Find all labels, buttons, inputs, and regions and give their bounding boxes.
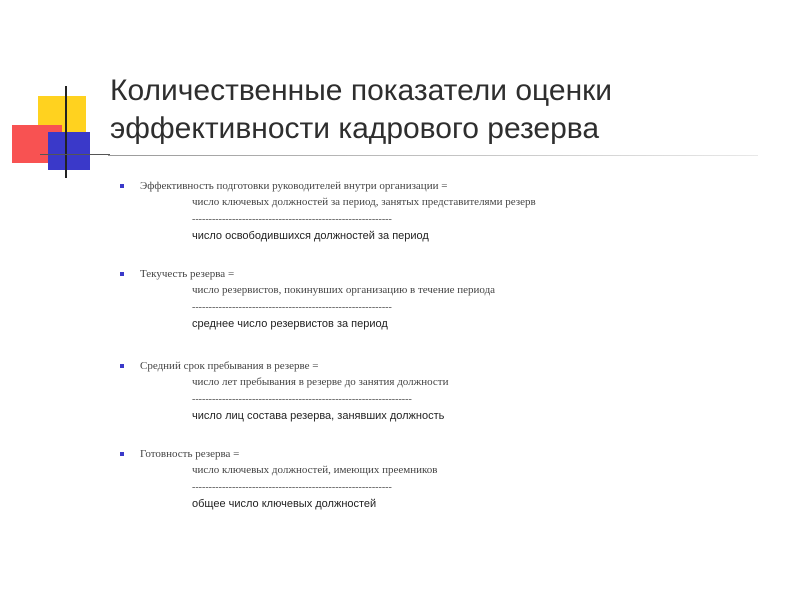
slide-title	[110, 72, 750, 148]
title-line-2: эффективности кадрового резерва	[110, 112, 600, 145]
item-lead: Текучесть резерва =	[140, 268, 235, 280]
item-fraction-bar: ------------------------------------------------------------	[192, 302, 392, 313]
item-denominator: общее число ключевых должностей	[192, 498, 377, 510]
logo-blue-square	[48, 132, 90, 170]
item-lead: Эффективность подготовки руководителей внутри организации =	[140, 180, 448, 192]
item-denominator: число освободившихся должностей за период	[192, 230, 429, 242]
list-item	[120, 266, 495, 333]
logo-horizontal-line	[40, 154, 110, 155]
bullet-square-icon	[120, 364, 124, 368]
item-denominator: среднее число резервистов за период	[192, 318, 388, 330]
title-line-1: Количественные показатели оценки	[110, 74, 613, 107]
list-item	[120, 358, 449, 425]
item-fraction-bar: ------------------------------------------------------------	[192, 482, 392, 493]
list-item	[120, 178, 536, 245]
item-numerator: число лет пребывания в резерве до занятия должности	[192, 376, 449, 388]
item-denominator: число лиц состава резерва, занявших должность	[192, 410, 445, 422]
list-item	[120, 446, 438, 513]
item-numerator: число ключевых должностей, имеющих преемников	[192, 464, 438, 476]
title-underline	[108, 155, 758, 156]
item-lead: Средний срок пребывания в резерве =	[140, 360, 319, 372]
logo-vertical-line	[65, 86, 67, 178]
item-numerator: число ключевых должностей за период, занятых представителями резерв	[192, 196, 536, 208]
item-fraction-bar: ------------------------------------------------------------------	[192, 394, 412, 405]
item-lead: Готовность резерва =	[140, 448, 240, 460]
item-fraction-bar: ------------------------------------------------------------	[192, 214, 392, 225]
item-numerator: число резервистов, покинувших организацию в течение периода	[192, 284, 496, 296]
bullet-square-icon	[120, 184, 124, 188]
bullet-square-icon	[120, 272, 124, 276]
bullet-square-icon	[120, 452, 124, 456]
